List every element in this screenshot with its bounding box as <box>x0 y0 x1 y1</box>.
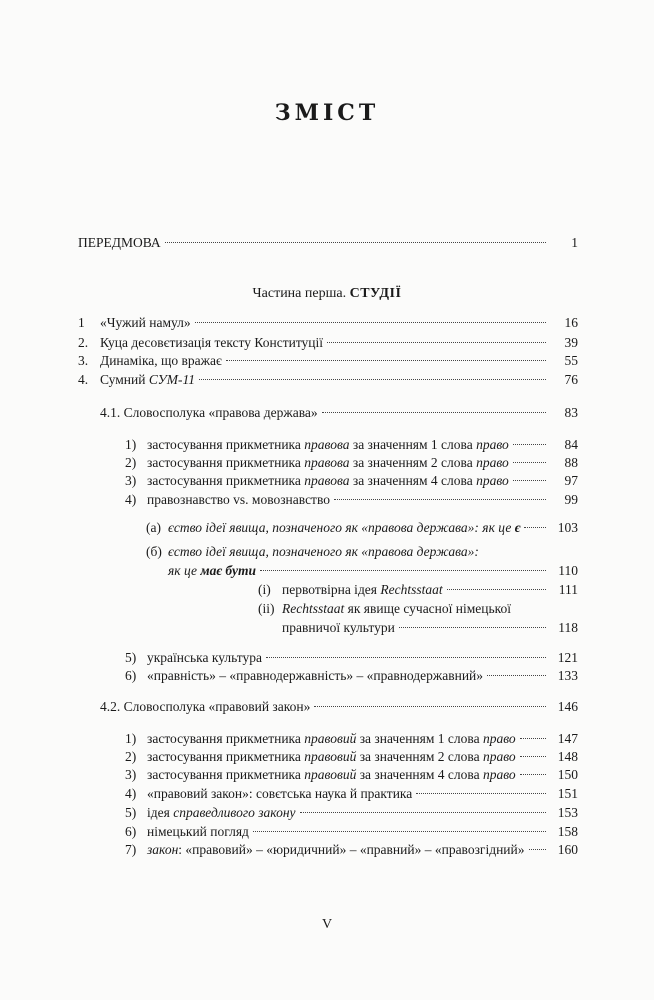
toc-entry-item: 5) ідея справедливого закону 153 <box>125 805 578 820</box>
dot-leader <box>253 831 546 832</box>
entry-label: 4.2. Словосполука «правовий закон» <box>100 699 311 714</box>
dot-leader <box>520 774 546 775</box>
page-number: 158 <box>557 824 578 839</box>
toc-entry-subitem-cont: як це має бути 110 <box>168 563 578 578</box>
page-number: 39 <box>564 335 578 350</box>
toc-entry-subitem: (а) єство ідеї явища, позначеного як «правова держава»: як це є 103 <box>146 520 578 535</box>
page-number: 146 <box>557 699 578 714</box>
dot-leader <box>487 675 546 676</box>
entry-label: 4.1. Словосполука «правова держава» <box>100 405 318 420</box>
toc-entry-item: 2) застосування прикметника правовий за значенням 2 слова право 148 <box>125 749 578 764</box>
page-number: 103 <box>557 520 578 535</box>
dot-leader <box>513 444 546 445</box>
page-number: 55 <box>564 353 578 368</box>
page-number: 133 <box>557 668 578 683</box>
dot-leader <box>520 756 546 757</box>
dot-leader <box>513 480 546 481</box>
page-number: 88 <box>564 455 578 470</box>
dot-leader <box>322 412 546 413</box>
page-number: 110 <box>558 563 578 578</box>
toc-entry-item: 4) «правовий закон»: совєтська наука й практика 151 <box>125 786 578 801</box>
entry-label: Сумний СУМ-11 <box>100 372 195 387</box>
toc-entry-item: 7) закон: «правовий» – «юридичний» – «правний» – «правозгідний» 160 <box>125 842 578 857</box>
entry-label: ПЕРЕДМОВА <box>78 235 161 250</box>
page-number: 76 <box>564 372 578 387</box>
toc-entry-item: 4) правознавство vs. мовознавство 99 <box>125 492 578 507</box>
toc-entry-item: 3) застосування прикметника правова за значенням 4 слова право 97 <box>125 473 578 488</box>
dot-leader <box>300 812 546 813</box>
entry-number: 4. <box>78 372 89 387</box>
toc-entry-item: 1) застосування прикметника правова за значенням 1 слова право 84 <box>125 437 578 452</box>
page-number: 118 <box>558 620 578 635</box>
entry-number: 3. <box>78 353 89 368</box>
toc-entry-subitem: (б) єство ідеї явища, позначеного як «правова держава»: <box>146 544 479 559</box>
toc-entry-chapter <box>78 334 578 352</box>
toc-entry-preface <box>78 234 578 252</box>
entry-label: Динаміка, що вражає <box>100 353 222 368</box>
page-number: 121 <box>557 650 578 665</box>
dot-leader <box>226 360 546 361</box>
page-number: 153 <box>557 805 578 820</box>
dot-leader <box>260 570 546 571</box>
dot-leader <box>334 499 546 500</box>
toc-entry-item: 1) застосування прикметника правовий за значенням 1 слова право 147 <box>125 731 578 746</box>
dot-leader <box>266 657 546 658</box>
entry-number: 2. <box>78 335 89 350</box>
page-number: 99 <box>564 492 578 507</box>
toc-entry-subsubitem: (i) первотвірна ідея Rechtsstaat 111 <box>258 582 578 597</box>
dot-leader <box>513 462 546 463</box>
page-number: 148 <box>557 749 578 764</box>
dot-leader <box>199 379 546 380</box>
page-number: 83 <box>564 405 578 420</box>
toc-entry-section <box>100 698 578 716</box>
toc-entry-chapter <box>78 371 578 389</box>
entry-label: «Чужий намул» <box>100 315 191 330</box>
toc-entry-subsubitem: (ii) Rechtsstaat як явище сучасної німецької <box>258 601 512 616</box>
toc-entry-item: 6) німецький погляд 158 <box>125 824 578 839</box>
page-number: 97 <box>564 473 578 488</box>
page-number: 151 <box>557 786 578 801</box>
dot-leader <box>524 527 546 528</box>
toc-entry-item: 6) «правність» – «правнодержавність» – «правнодержавний» 133 <box>125 668 578 683</box>
part-prefix: Частина перша. <box>252 286 347 301</box>
page-folio: V <box>321 917 333 932</box>
page-number: 1 <box>571 235 578 250</box>
part-name: СТУДІЇ <box>349 286 402 301</box>
dot-leader <box>165 242 546 243</box>
toc-entry-chapter <box>78 314 578 332</box>
dot-leader <box>520 738 546 739</box>
page-number: 111 <box>558 582 578 597</box>
toc-entry-subsubitem-cont: правничої культури 118 <box>282 620 578 635</box>
page-number: 16 <box>564 315 578 330</box>
page-title: ЗМІСТ <box>274 100 380 126</box>
page-number: 84 <box>564 437 578 452</box>
toc-entry-item: 5) українська культура 121 <box>125 650 578 665</box>
toc-entry-section <box>100 404 578 422</box>
dot-leader <box>416 793 546 794</box>
page-number: 160 <box>557 842 578 857</box>
dot-leader <box>529 849 546 850</box>
entry-label: Куца десовєтизація тексту Конституції <box>100 335 324 350</box>
toc-entry-chapter <box>78 352 578 370</box>
dot-leader <box>327 342 546 343</box>
dot-leader <box>195 322 546 323</box>
toc-entry-item: 2) застосування прикметника правова за значенням 2 слова право 88 <box>125 455 578 470</box>
page-number: 147 <box>557 731 578 746</box>
toc-entry-item: 3) застосування прикметника правовий за значенням 4 слова право 150 <box>125 767 578 782</box>
part-heading <box>0 286 654 302</box>
dot-leader <box>447 589 546 590</box>
dot-leader <box>399 627 546 628</box>
entry-number: 1 <box>78 315 85 330</box>
page-number: 150 <box>557 767 578 782</box>
dot-leader <box>314 706 546 707</box>
